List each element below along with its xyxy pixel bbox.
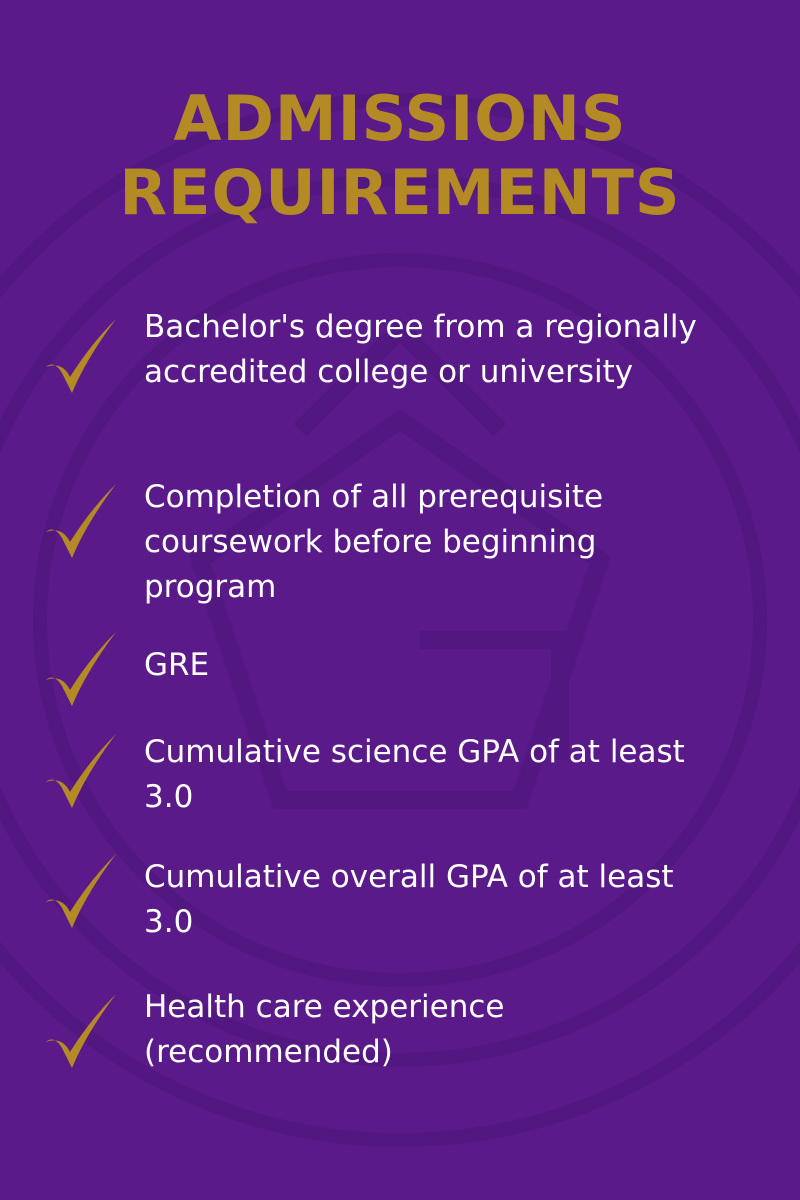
check-icon <box>40 480 120 560</box>
check-icon <box>40 730 120 810</box>
requirement-text: Health care experience (recommended) <box>144 989 505 1070</box>
title-line-1: ADMISSIONS <box>173 82 627 155</box>
requirement-text: Bachelor's degree from a regionally accredited college or university <box>144 309 697 390</box>
requirement-text: GRE <box>144 647 210 683</box>
check-icon <box>40 628 120 708</box>
check-icon <box>40 850 120 930</box>
requirement-text: Cumulative overall GPA of at least 3.0 <box>144 859 674 940</box>
requirement-text: Cumulative science GPA of at least 3.0 <box>144 734 685 815</box>
requirement-text: Completion of all prerequisite coursework before beginning program <box>144 479 604 605</box>
check-icon <box>40 315 120 395</box>
title-line-2: REQUIREMENTS <box>119 156 681 229</box>
check-icon <box>40 990 120 1070</box>
